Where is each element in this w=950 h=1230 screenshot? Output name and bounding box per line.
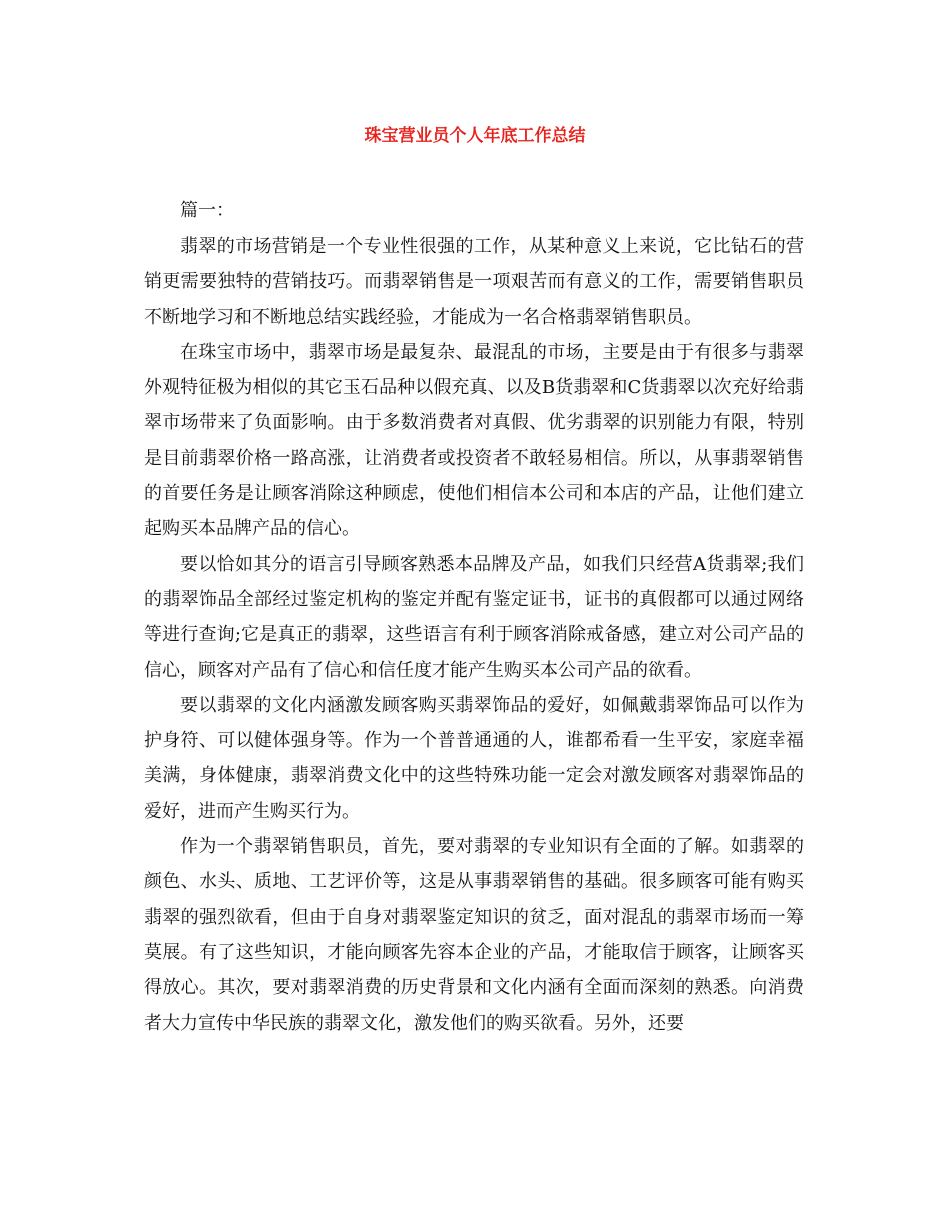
paragraph: 翡翠的市场营销是一个专业性很强的工作，从某种意义上来说，它比钻石的营销更需要独特的营销技巧。而翡翠销售是一项艰苦而有意义的工作，需要销售职员不断地学习和不断地总结实践经验，才能成为一名合格翡翠销售职员。 bbox=[144, 236, 804, 328]
section-heading: 篇一： bbox=[180, 200, 234, 221]
paragraph: 在珠宝市场中，翡翠市场是最复杂、最混乱的市场，主要是由于有很多与翡翠外观特征极为相似的其它玉石品种以假充真、以及B货翡翠和C货翡翠以次充好给翡翠市场带来了负面影响。由于多数消费者对真假、优劣翡翠的识别能力有限，特别是目前翡翠价格一路高涨，让消费者或投资者不敢轻易相信。所以，从事翡翠销售的首要任务是让顾客消除这种顾虑，使他们相信本公司和本店的产品，让他们建立起购买本品牌产品的信心。 bbox=[144, 341, 804, 540]
paragraph: 作为一个翡翠销售职员，首先，要对翡翠的专业知识有全面的了解。如翡翠的颜色、水头、质地、工艺评价等，这是从事翡翠销售的基础。很多顾客可能有购买翡翠的强烈欲看，但由于自身对翡翠鉴定知识的贫乏，面对混乱的翡翠市场而一筹莫展。有了这些知识，才能向顾客先容本企业的产品，才能取信于顾客，让顾客买得放心。其次，要对翡翠消费的历史背景和文化内涵有全面而深刻的熟悉。向消费者大力宣传中华民族的翡翠文化，激发他们的购买欲看。另外，还要 bbox=[144, 836, 804, 1034]
paragraph: 要以翡翠的文化内涵激发顾客购买翡翠饰品的爱好，如佩戴翡翠饰品可以作为护身符、可以健体强身等。作为一个普普通通的人，谁都希看一生平安，家庭幸福美满，身体健康，翡翠消费文化中的这些特殊功能一定会对激发顾客对翡翠饰品的爱好，进而产生购买行为。 bbox=[144, 694, 804, 822]
paragraph: 要以恰如其分的语言引导顾客熟悉本品牌及产品，如我们只经营A货翡翠;我们的翡翠饰品全部经过鉴定机构的鉴定并配有鉴定证书，证书的真假都可以通过网络等进行查询;它是真正的翡翠，这些语言有利于顾客消除戒备感，建立对公司产品的信心，顾客对产品有了信心和信任度才能产生购买本公司产品的欲看。 bbox=[144, 553, 804, 681]
document-body bbox=[144, 229, 804, 1041]
document-title: 珠宝营业员个人年底工作总结 bbox=[364, 126, 586, 146]
